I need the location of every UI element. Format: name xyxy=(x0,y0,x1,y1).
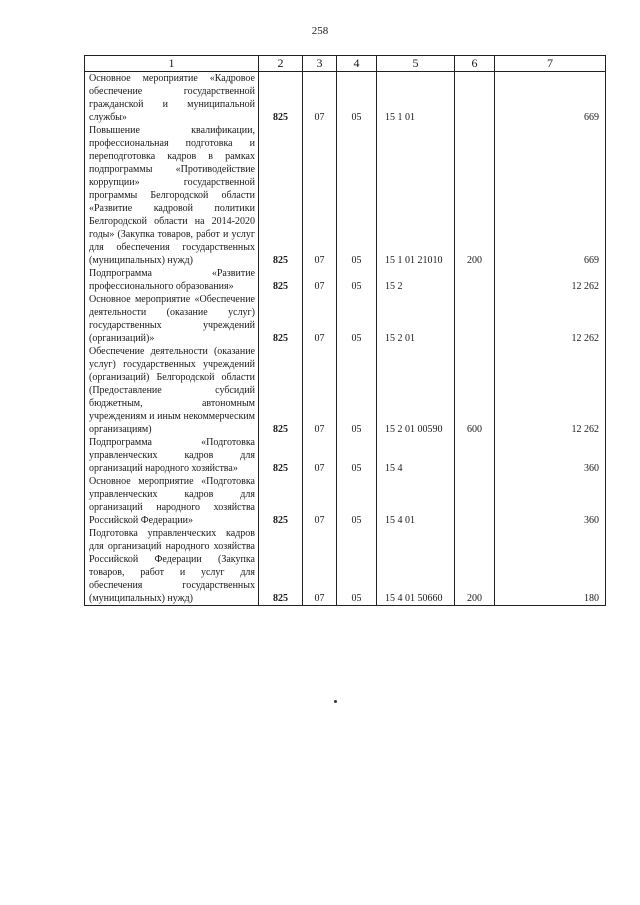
row-csr: 15 4 01 xyxy=(377,475,455,527)
row-name: Основное мероприятие «Кадровое обеспечение государственной гражданской и муниципальной службы» xyxy=(85,72,259,125)
budget-table xyxy=(84,55,606,606)
row-pr: 05 xyxy=(337,124,377,267)
table-row xyxy=(85,72,606,125)
table-row xyxy=(85,475,606,527)
row-sum: 12 262 xyxy=(495,267,606,293)
table-row xyxy=(85,124,606,267)
row-name: Подпрограмма «Подготовка управленческих кадров для организаций народного хозяйства» xyxy=(85,436,259,475)
row-rz: 07 xyxy=(303,475,337,527)
row-ved: 825 xyxy=(259,475,303,527)
header-col-1: 1 xyxy=(85,56,259,72)
row-sum: 360 xyxy=(495,436,606,475)
row-vr xyxy=(455,267,495,293)
row-csr: 15 1 01 21010 xyxy=(377,124,455,267)
row-vr xyxy=(455,72,495,125)
row-pr: 05 xyxy=(337,527,377,606)
row-csr: 15 4 xyxy=(377,436,455,475)
row-ved: 825 xyxy=(259,124,303,267)
row-ved: 825 xyxy=(259,436,303,475)
row-ved: 825 xyxy=(259,345,303,436)
row-csr: 15 2 01 00590 xyxy=(377,345,455,436)
row-name: Подготовка управленческих кадров для организаций народного хозяйства Российской Федерации (Закупка товаров, работ и услуг для обеспечения государственных (муниципальных) нужд) xyxy=(85,527,259,606)
page-number: 258 xyxy=(311,25,329,37)
header-col-3: 3 xyxy=(303,56,337,72)
row-vr: 600 xyxy=(455,345,495,436)
row-ved: 825 xyxy=(259,267,303,293)
row-sum: 360 xyxy=(495,475,606,527)
row-sum: 12 262 xyxy=(495,293,606,345)
row-name: Подпрограмма «Развитие профессионального образования» xyxy=(85,267,259,293)
row-rz: 07 xyxy=(303,436,337,475)
row-name: Обеспечение деятельности (оказание услуг) государственных учреждений (организаций) Белгородской области (Предоставление субсидий бюджетным, автономным учреждениям и иным некоммерческим организациям) xyxy=(85,345,259,436)
table-row xyxy=(85,436,606,475)
row-pr: 05 xyxy=(337,345,377,436)
table-row xyxy=(85,527,606,606)
row-sum: 669 xyxy=(495,72,606,125)
table-row xyxy=(85,267,606,293)
header-col-7: 7 xyxy=(495,56,606,72)
row-rz: 07 xyxy=(303,72,337,125)
row-name: Повышение квалификации, профессиональная подготовка и переподготовка кадров в рамках подпрограммы «Противодействие коррупции» государственной программы Белгородской области «Развитие кадровой политики Белгородской области на 2014-2020 годы» (Закупка товаров, работ и услуг для обеспечения государственных (муниципальных) нужд) xyxy=(85,124,259,267)
row-rz: 07 xyxy=(303,124,337,267)
header-col-6: 6 xyxy=(455,56,495,72)
row-sum: 12 262 xyxy=(495,345,606,436)
row-sum: 669 xyxy=(495,124,606,267)
scan-speck xyxy=(334,700,337,703)
row-rz: 07 xyxy=(303,293,337,345)
row-pr: 05 xyxy=(337,475,377,527)
row-vr: 200 xyxy=(455,124,495,267)
row-pr: 05 xyxy=(337,267,377,293)
row-pr: 05 xyxy=(337,436,377,475)
row-csr: 15 1 01 xyxy=(377,72,455,125)
header-col-2: 2 xyxy=(259,56,303,72)
row-rz: 07 xyxy=(303,267,337,293)
table-row xyxy=(85,293,606,345)
table-row xyxy=(85,345,606,436)
row-ved: 825 xyxy=(259,527,303,606)
row-vr xyxy=(455,293,495,345)
row-sum: 180 xyxy=(495,527,606,606)
row-csr: 15 2 01 xyxy=(377,293,455,345)
row-csr: 15 2 xyxy=(377,267,455,293)
header-col-4: 4 xyxy=(337,56,377,72)
header-row xyxy=(85,56,606,72)
row-name: Основное мероприятие «Обеспечение деятельности (оказание услуг) государственных учреждений (организаций)» xyxy=(85,293,259,345)
table-header xyxy=(85,56,606,72)
row-ved: 825 xyxy=(259,293,303,345)
row-ved: 825 xyxy=(259,72,303,125)
row-vr xyxy=(455,436,495,475)
row-pr: 05 xyxy=(337,293,377,345)
row-vr xyxy=(455,475,495,527)
row-pr: 05 xyxy=(337,72,377,125)
row-rz: 07 xyxy=(303,527,337,606)
row-vr: 200 xyxy=(455,527,495,606)
row-rz: 07 xyxy=(303,345,337,436)
row-csr: 15 4 01 50660 xyxy=(377,527,455,606)
row-name: Основное мероприятие «Подготовка управленческих кадров для организаций народного хозяйства Российской Федерации» xyxy=(85,475,259,527)
table-body xyxy=(85,72,606,606)
header-col-5: 5 xyxy=(377,56,455,72)
